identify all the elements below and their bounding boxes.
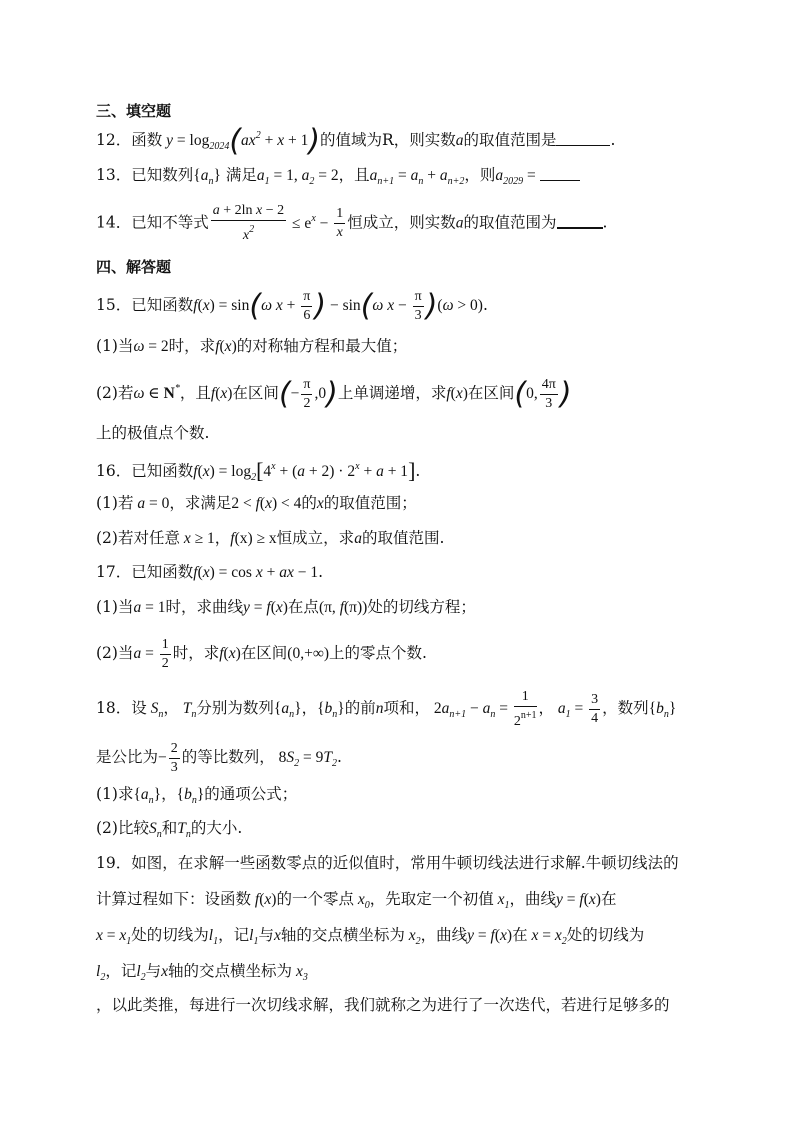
question-15-part-2-tail: 上的极值点个数. xyxy=(96,424,210,442)
question-17-part-2: (2)当a = $\frac{1}{2}$ 时，求f(x)在区间(0,+∞)上的零点个数. xyxy=(96,637,427,671)
question-14: 14．已知不等式 $\frac{\text{a + 2ln x − 2}}{x^2}$ ≤ $e^x$ − $\frac{1}{x}$ 恒成立，则实数a的取值范围为 . xyxy=(96,203,608,243)
question-19-line-5: ，以此类推，每进行一次切线求解，我们就称之为进行了一次迭代，若进行足够多的 xyxy=(96,996,670,1014)
section-heading-solutions: 四、解答题 xyxy=(96,258,172,276)
math-expression: f(x) = cos x + ax − 1 xyxy=(193,564,319,581)
question-16: 16．已知函数$f(x) = \log_2[4^x + (a + 2) \cdot 2^x + a + 1]$. xyxy=(96,458,421,483)
question-19-line-3: $x = x_1$处的切线为$l_1$，记$l_1$与x轴的交点横坐标为 $x_2$，曲线y = f(x)在 $x = x_2$处的切线为 xyxy=(96,926,645,947)
question-17-part-1: (1)当a = 1时，求曲线y = f(x)在点(π, f(π))处的切线方程； xyxy=(96,598,476,616)
math-expression: $f(x) = \log_2[4^x + (a + 2) \cdot 2^x + a + 1]$ xyxy=(193,458,416,483)
question-17: 17．已知函数f(x) = cos x + ax − 1. xyxy=(96,563,324,581)
math-expression: $y = \log_{2024}(ax^2 + x + 1)$ xyxy=(162,123,321,159)
question-number: 18． xyxy=(96,699,132,718)
question-19-line-4: $l_2$，记$l_2$与x轴的交点横坐标为 $x_3$ xyxy=(96,962,308,983)
question-18-part-1: (1)求$\{a_n\}$，$\{b_n\}$的通项公式； xyxy=(96,785,298,806)
math-expression: $\{a_n\}$ xyxy=(193,167,221,187)
answer-blank xyxy=(556,131,610,146)
question-number: 14． xyxy=(96,213,132,232)
question-12: 12．函数 $y = \log_{2024}(ax^2 + x + 1)$的值域为R，则实数a的取值范围是 . xyxy=(96,123,616,159)
question-15: 15．已知函数f(x) = sin(ω x + $\frac{\pi}{6}$ ) − sin(ω x − $\frac{\pi}{3}$ )(ω > 0). xyxy=(96,288,488,324)
question-19: 19．如图，在求解一些函数零点的近似值时，常用牛顿切线法进行求解.牛顿切线法的 xyxy=(96,854,679,872)
math-fraction: $\frac{1}{x}$ xyxy=(336,206,344,240)
math-expression: f(x) = sin(ω x + $\frac{\pi}{6}$ ) − sin(ω x − $\frac{\pi}{3}$ )(ω > 0) xyxy=(193,288,483,324)
question-18-part-2: (2)比较$S_n$和$T_n$的大小. xyxy=(96,819,243,840)
math-expression: ≤ $e^x$ − xyxy=(288,212,333,232)
question-16-part-1: (1)若 a = 0，求满足2 < f(x) < 4的x的取值范围； xyxy=(96,494,417,512)
question-number: 15． xyxy=(96,296,132,315)
math-expression: $a_{2029}$ = xyxy=(495,167,540,187)
section-heading-fill-in: 三、填空题 xyxy=(96,102,172,120)
question-number: 17． xyxy=(96,563,132,581)
question-15-part-1: (1)当ω = 2时，求f(x)的对称轴方程和最大值； xyxy=(96,337,408,355)
question-number: 13． xyxy=(96,166,132,184)
question-19-line-2: 计算过程如下：设函数 f(x)的一个零点 $x_0$，先取定一个初值 $x_1$，曲线y = f(x)在 xyxy=(96,890,617,911)
question-16-part-2: (2)若对任意 x ≥ 1，f(x) ≥ x恒成立，求a的取值范围. xyxy=(96,529,445,547)
math-fraction: $\frac{\text{a + 2ln x − 2}}{x^2}$ xyxy=(212,203,285,243)
question-18: 18．设 $S_n$， $T_n$分别为数列$\{a_n\}$，$\{b_n\}$的前n项和， $2a_{n+1} - a_n$ = $\frac{1}{2^{n+1}}$ ， $a_1$ = $\frac{3}{4}$ ，数列$\{b_n\}$ xyxy=(96,689,677,729)
math-expression: $a_1 = 1$, $a_2 = 2$ xyxy=(256,167,339,187)
question-number: 16． xyxy=(96,462,132,480)
question-18-line-2: 是公比为− $\frac{2}{3}$ 的等比数列， $8S_2 = 9T_2$. xyxy=(96,741,342,775)
question-13: 13．已知数列$\{a_n\}$ 满足$a_1 = 1$, $a_2 = 2$，且$a_{n+1} = a_n + a_{n+2}$，则$a_{2029}$ = xyxy=(96,164,580,193)
question-15-part-2: (2)若ω ∈ N*，且f(x)在区间(− $\frac{\pi}{2}$ ,0)上单调递增，求f(x)在区间(0, $\frac{4\pi}{3}$ ) xyxy=(96,376,572,412)
question-number: 19． xyxy=(96,854,132,872)
answer-blank xyxy=(540,166,580,181)
answer-blank xyxy=(557,213,603,229)
math-expression: $a_{n+1} = a_n + a_{n+2}$ xyxy=(369,167,465,187)
question-number: 12． xyxy=(96,131,132,149)
